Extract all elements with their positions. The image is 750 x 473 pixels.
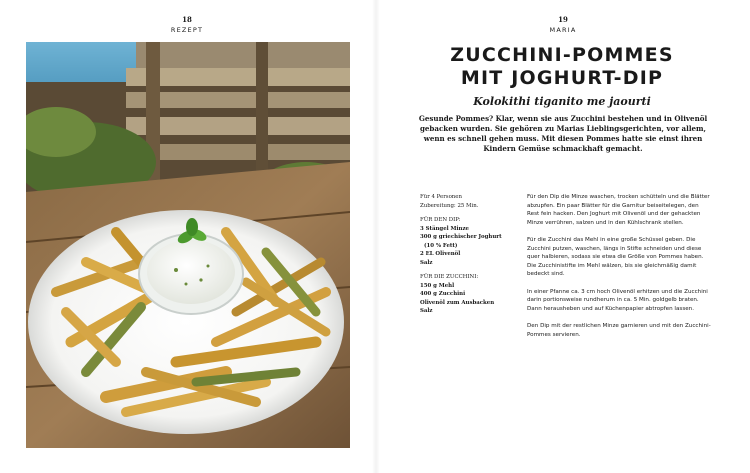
- method-steps: [527, 193, 711, 348]
- ingredient-item: 300 g griechischer Joghurt: [420, 234, 502, 240]
- ingredient-item: Olivenöl zum Ausbacken: [420, 299, 495, 306]
- ingredients-list: [420, 193, 512, 316]
- ingredient-item: 2 EL Olivenöl: [420, 251, 461, 257]
- ingredient-item: Salz: [420, 259, 433, 266]
- recipe-photo: [26, 42, 350, 448]
- recipe-intro: Gesunde Pommes? Klar, wenn sie aus Zucchini bestehen und in Olivenöl gebacken wurden. Sie gehören zu Marias Lieblingsgerichten, vor allem, wenn es schnell gehen muss. Mit diesen Pommes hatte sie einst ihren Kindern Gemüse schmackhaft gemacht.: [418, 114, 708, 153]
- ingredient-item: 150 g Mehl: [420, 282, 455, 289]
- ingredient-item: Salz: [420, 308, 433, 314]
- dip-heading: FÜR DEN DIP:: [420, 217, 461, 223]
- ingredient-item: 3 Stängel Minze: [420, 225, 469, 232]
- servings: Für 4 Personen: [420, 194, 462, 200]
- running-head-left: REZEPT: [170, 26, 204, 34]
- method-step: Für die Zucchini das Mehl in eine große Schüssel geben. Die Zucchini putzen, waschen, längs in Stifte schneiden und diese quer halbieren, sodass sie etwa die Größe von Pommes haben. Die Zucchinistifte im Mehl wälzen, bis sie gleichmäßig damit bedeckt sind.: [527, 236, 704, 278]
- ingredient-item: (10 % Fett): [424, 242, 458, 249]
- method-step: Für den Dip die Minze waschen, trocken schütteln und die Blätter abzupfen. Ein paar Blätter für die Garnitur beiseitelegen, den Rest fein hacken. Den Joghurt mit Olivenöl und der gehackten Minze verrühren, salzen und in den Kühlschrank stellen.: [527, 194, 710, 226]
- zucchini-heading: FÜR DIE ZUCCHINI:: [420, 274, 479, 280]
- ingredient-item: 400 g Zucchini: [420, 291, 466, 297]
- method-step: Den Dip mit der restlichen Minze garnieren und mit den Zucchini-Pommes servieren.: [527, 322, 711, 338]
- running-head-right: MARIA: [549, 26, 577, 34]
- recipe-title: [420, 44, 704, 90]
- recipe-subtitle: Kolokithi tiganito me jaourti: [473, 95, 651, 108]
- page-number-right: 19: [558, 15, 568, 24]
- page-number-left: 18: [182, 15, 192, 24]
- method-step: In einer Pfanne ca. 3 cm hoch Olivenöl erhitzen und die Zucchini darin portionsweise rundherum in ca. 5 Min. goldgelb braten. Dann herausheben und auf Küchenpapier abtropfen lassen.: [527, 288, 708, 312]
- prep-time: Zubereitung: 25 Min.: [420, 202, 479, 209]
- recipe-title-line-1: ZUCCHINI-POMMES: [450, 44, 674, 66]
- page-gutter: [372, 0, 380, 473]
- recipe-title-line-2: MIT JOGHURT-DIP: [460, 67, 664, 89]
